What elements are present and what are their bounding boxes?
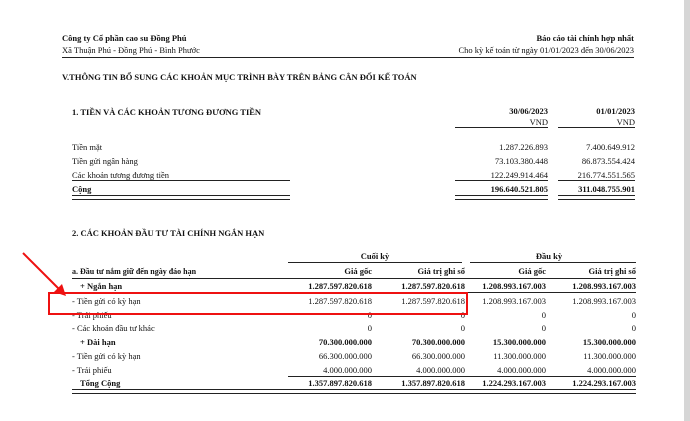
invest-row-label: - Các khoản đầu tư khác	[72, 323, 155, 333]
invest-row-label: - Trái phiếu	[72, 365, 112, 375]
cash-col1-unit: VND	[529, 117, 548, 127]
invest-cell: 11.300.000.000	[493, 351, 546, 361]
invest-cell: 15.300.000.000	[582, 337, 636, 347]
invest-row-header: a. Đầu tư nắm giữ đến ngày đáo hạn	[72, 267, 197, 276]
cash-total-value: 196.640.521.805	[490, 184, 548, 194]
invest-row-label: + Ngắn hạn	[80, 281, 123, 291]
cash-row-value: 122.249.914.464	[490, 170, 548, 180]
invest-cell: 1.287.597.820.618	[308, 281, 372, 291]
invest-row-label: - Tiền gửi có kỳ hạn	[72, 296, 141, 306]
company-address: Xã Thuận Phú - Đồng Phú - Bình Phước	[62, 45, 200, 55]
invest-cell: 1.208.993.167.003	[482, 296, 546, 306]
invest-total-cell: 1.224.293.167.003	[482, 378, 546, 388]
invest-section-title: 2. CÁC KHOẢN ĐẦU TƯ TÀI CHÍNH NGẮN HẠN	[72, 228, 265, 238]
invest-cell: 0	[541, 323, 546, 333]
invest-cell: 4.000.000.000	[416, 365, 465, 375]
invest-cell: 4.000.000.000	[497, 365, 546, 375]
company-name: Công ty Cổ phần cao su Đồng Phú	[62, 33, 187, 43]
invest-total-cell: 1.357.897.820.618	[308, 378, 372, 388]
invest-cell: 1.287.597.820.618	[308, 296, 372, 306]
cash-row-value: 1.287.226.893	[499, 142, 548, 152]
cash-row-value: 86.873.554.424	[581, 156, 635, 166]
invest-cell: 1.287.597.820.618	[401, 281, 465, 291]
invest-row-label: + Dài hạn	[80, 337, 116, 347]
cash-col2-unit: VND	[616, 117, 635, 127]
invest-cell: 0	[367, 310, 372, 320]
report-title: Báo cáo tài chính hợp nhất	[536, 33, 634, 43]
vertical-scrollbar[interactable]	[684, 0, 690, 421]
invest-cell: 66.300.000.000	[411, 351, 465, 361]
section-v-title: V.THÔNG TIN BỔ SUNG CÁC KHOẢN MỤC TRÌNH BÀY TRÊN BẢNG CÂN ĐỐI KẾ TOÁN	[62, 72, 417, 82]
invest-total-cell: 1.224.293.167.003	[572, 378, 636, 388]
invest-cell: 66.300.000.000	[318, 351, 372, 361]
col-cost-header: Giá gốc	[518, 266, 546, 276]
invest-total-label: Tổng Cộng	[80, 378, 121, 388]
invest-row-label: - Trái phiếu	[72, 310, 112, 320]
invest-cell: 0	[367, 323, 372, 333]
invest-cell: 1.208.993.167.003	[572, 281, 636, 291]
cash-col1-date: 30/06/2023	[509, 106, 548, 116]
invest-cell: 70.300.000.000	[318, 337, 372, 347]
invest-cell: 4.000.000.000	[587, 365, 636, 375]
cash-row-label: Tiền gửi ngân hàng	[72, 156, 138, 166]
invest-cell: 0	[541, 310, 546, 320]
invest-cell: 1.208.993.167.003	[482, 281, 546, 291]
report-period: Cho kỳ kế toán từ ngày 01/01/2023 đến 30/06/2023	[458, 45, 634, 55]
cash-section-title: 1. TIỀN VÀ CÁC KHOẢN TƯƠNG ĐƯƠNG TIỀN	[72, 107, 262, 117]
period-end-header: Cuối kỳ	[360, 251, 390, 261]
cash-col2-date: 01/01/2023	[596, 106, 635, 116]
cash-row-label: Tiền mặt	[72, 142, 103, 152]
invest-cell: 0	[631, 323, 636, 333]
invest-cell: 0	[460, 323, 465, 333]
period-start-header: Đầu kỳ	[535, 251, 563, 261]
invest-cell: 11.300.000.000	[583, 351, 636, 361]
cash-row-value: 73.103.380.448	[494, 156, 548, 166]
invest-total-cell: 1.357.897.820.618	[401, 378, 465, 388]
invest-cell: 0	[460, 310, 465, 320]
invest-cell: 1.208.993.167.003	[572, 296, 636, 306]
col-cost-header: Giá gốc	[344, 266, 372, 276]
invest-cell: 4.000.000.000	[323, 365, 372, 375]
cash-row-label: Các khoản tương đương tiền	[72, 170, 170, 180]
cash-row-value: 7.400.649.912	[586, 142, 635, 152]
cash-row-value: 216.774.551.565	[577, 170, 635, 180]
invest-cell: 70.300.000.000	[411, 337, 465, 347]
col-book-header: Giá trị ghi sổ	[417, 266, 465, 276]
invest-cell: 1.287.597.820.618	[401, 296, 465, 306]
invest-cell: 15.300.000.000	[492, 337, 546, 347]
col-book-header: Giá trị ghi sổ	[588, 266, 636, 276]
invest-cell: 0	[631, 310, 636, 320]
invest-row-label: - Tiền gửi có kỳ hạn	[72, 351, 141, 361]
cash-total-label: Cộng	[72, 184, 92, 194]
cash-total-value: 311.048.755.901	[578, 184, 635, 194]
